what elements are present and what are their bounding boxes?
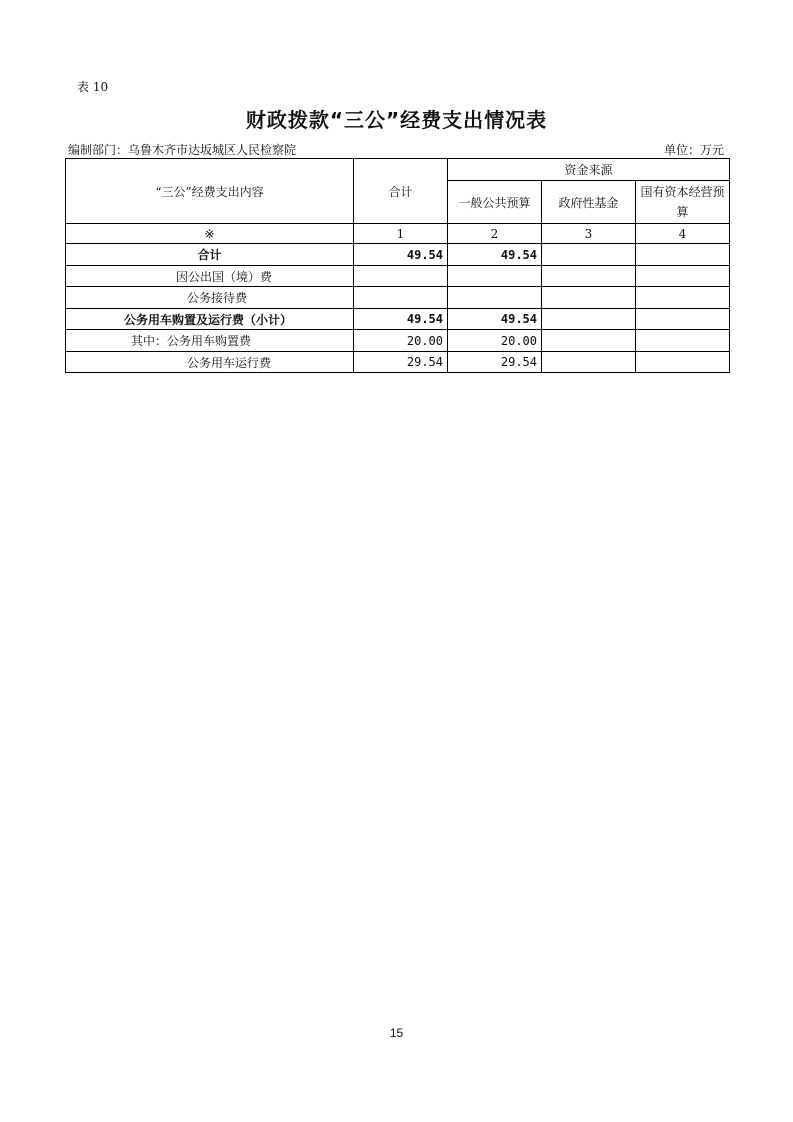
row-gov-fund — [542, 309, 636, 330]
row-label: 公务用车购置及运行费（小计） — [66, 309, 354, 330]
row-total — [354, 266, 448, 287]
index-cell: ※ — [66, 224, 354, 244]
row-gov-fund — [542, 287, 636, 309]
row-label: 公务用车运行费 — [66, 352, 354, 373]
row-state-capital — [636, 309, 730, 330]
table-row — [66, 287, 730, 309]
table-number: 表 10 — [77, 80, 109, 94]
header-gov-fund: 政府性基金 — [542, 181, 636, 224]
index-cell: 4 — [636, 224, 730, 244]
index-row — [66, 224, 730, 244]
row-general-budget: 49.54 — [448, 309, 542, 330]
header-state-capital: 国有资本经营预算 — [636, 181, 730, 224]
row-total — [354, 287, 448, 309]
header-content: “三公”经费支出内容 — [66, 159, 354, 224]
row-state-capital — [636, 352, 730, 373]
index-cell: 3 — [542, 224, 636, 244]
header-funding-source: 资金来源 — [448, 159, 730, 181]
row-total: 49.54 — [354, 309, 448, 330]
row-general-budget — [448, 287, 542, 309]
expense-table — [65, 158, 730, 373]
row-label: 公务接待费 — [66, 287, 354, 309]
header-row-1 — [66, 159, 730, 181]
page-title: 财政拨款“三公”经费支出情况表 — [245, 108, 548, 132]
page-number: 15 — [389, 1026, 404, 1040]
row-state-capital — [636, 244, 730, 266]
unit-label: 单位：万元 — [664, 143, 725, 157]
row-general-budget — [448, 266, 542, 287]
row-state-capital — [636, 287, 730, 309]
table-row — [66, 330, 730, 352]
index-cell: 1 — [354, 224, 448, 244]
row-general-budget: 49.54 — [448, 244, 542, 266]
table-row — [66, 244, 730, 266]
table-row — [66, 352, 730, 373]
row-gov-fund — [542, 352, 636, 373]
row-total: 20.00 — [354, 330, 448, 352]
header-general-budget: 一般公共预算 — [448, 181, 542, 224]
row-label: 合计 — [66, 244, 354, 266]
row-label: 因公出国（境）费 — [66, 266, 354, 287]
row-label: 其中：公务用车购置费 — [66, 330, 354, 352]
row-state-capital — [636, 266, 730, 287]
row-total: 29.54 — [354, 352, 448, 373]
table-row — [66, 309, 730, 330]
index-cell: 2 — [448, 224, 542, 244]
row-state-capital — [636, 330, 730, 352]
row-general-budget: 20.00 — [448, 330, 542, 352]
row-total: 49.54 — [354, 244, 448, 266]
compiling-department: 编制部门：乌鲁木齐市达坂城区人民检察院 — [68, 143, 297, 157]
header-total: 合计 — [354, 159, 448, 224]
row-gov-fund — [542, 330, 636, 352]
row-gov-fund — [542, 266, 636, 287]
row-gov-fund — [542, 244, 636, 266]
row-general-budget: 29.54 — [448, 352, 542, 373]
table-row — [66, 266, 730, 287]
